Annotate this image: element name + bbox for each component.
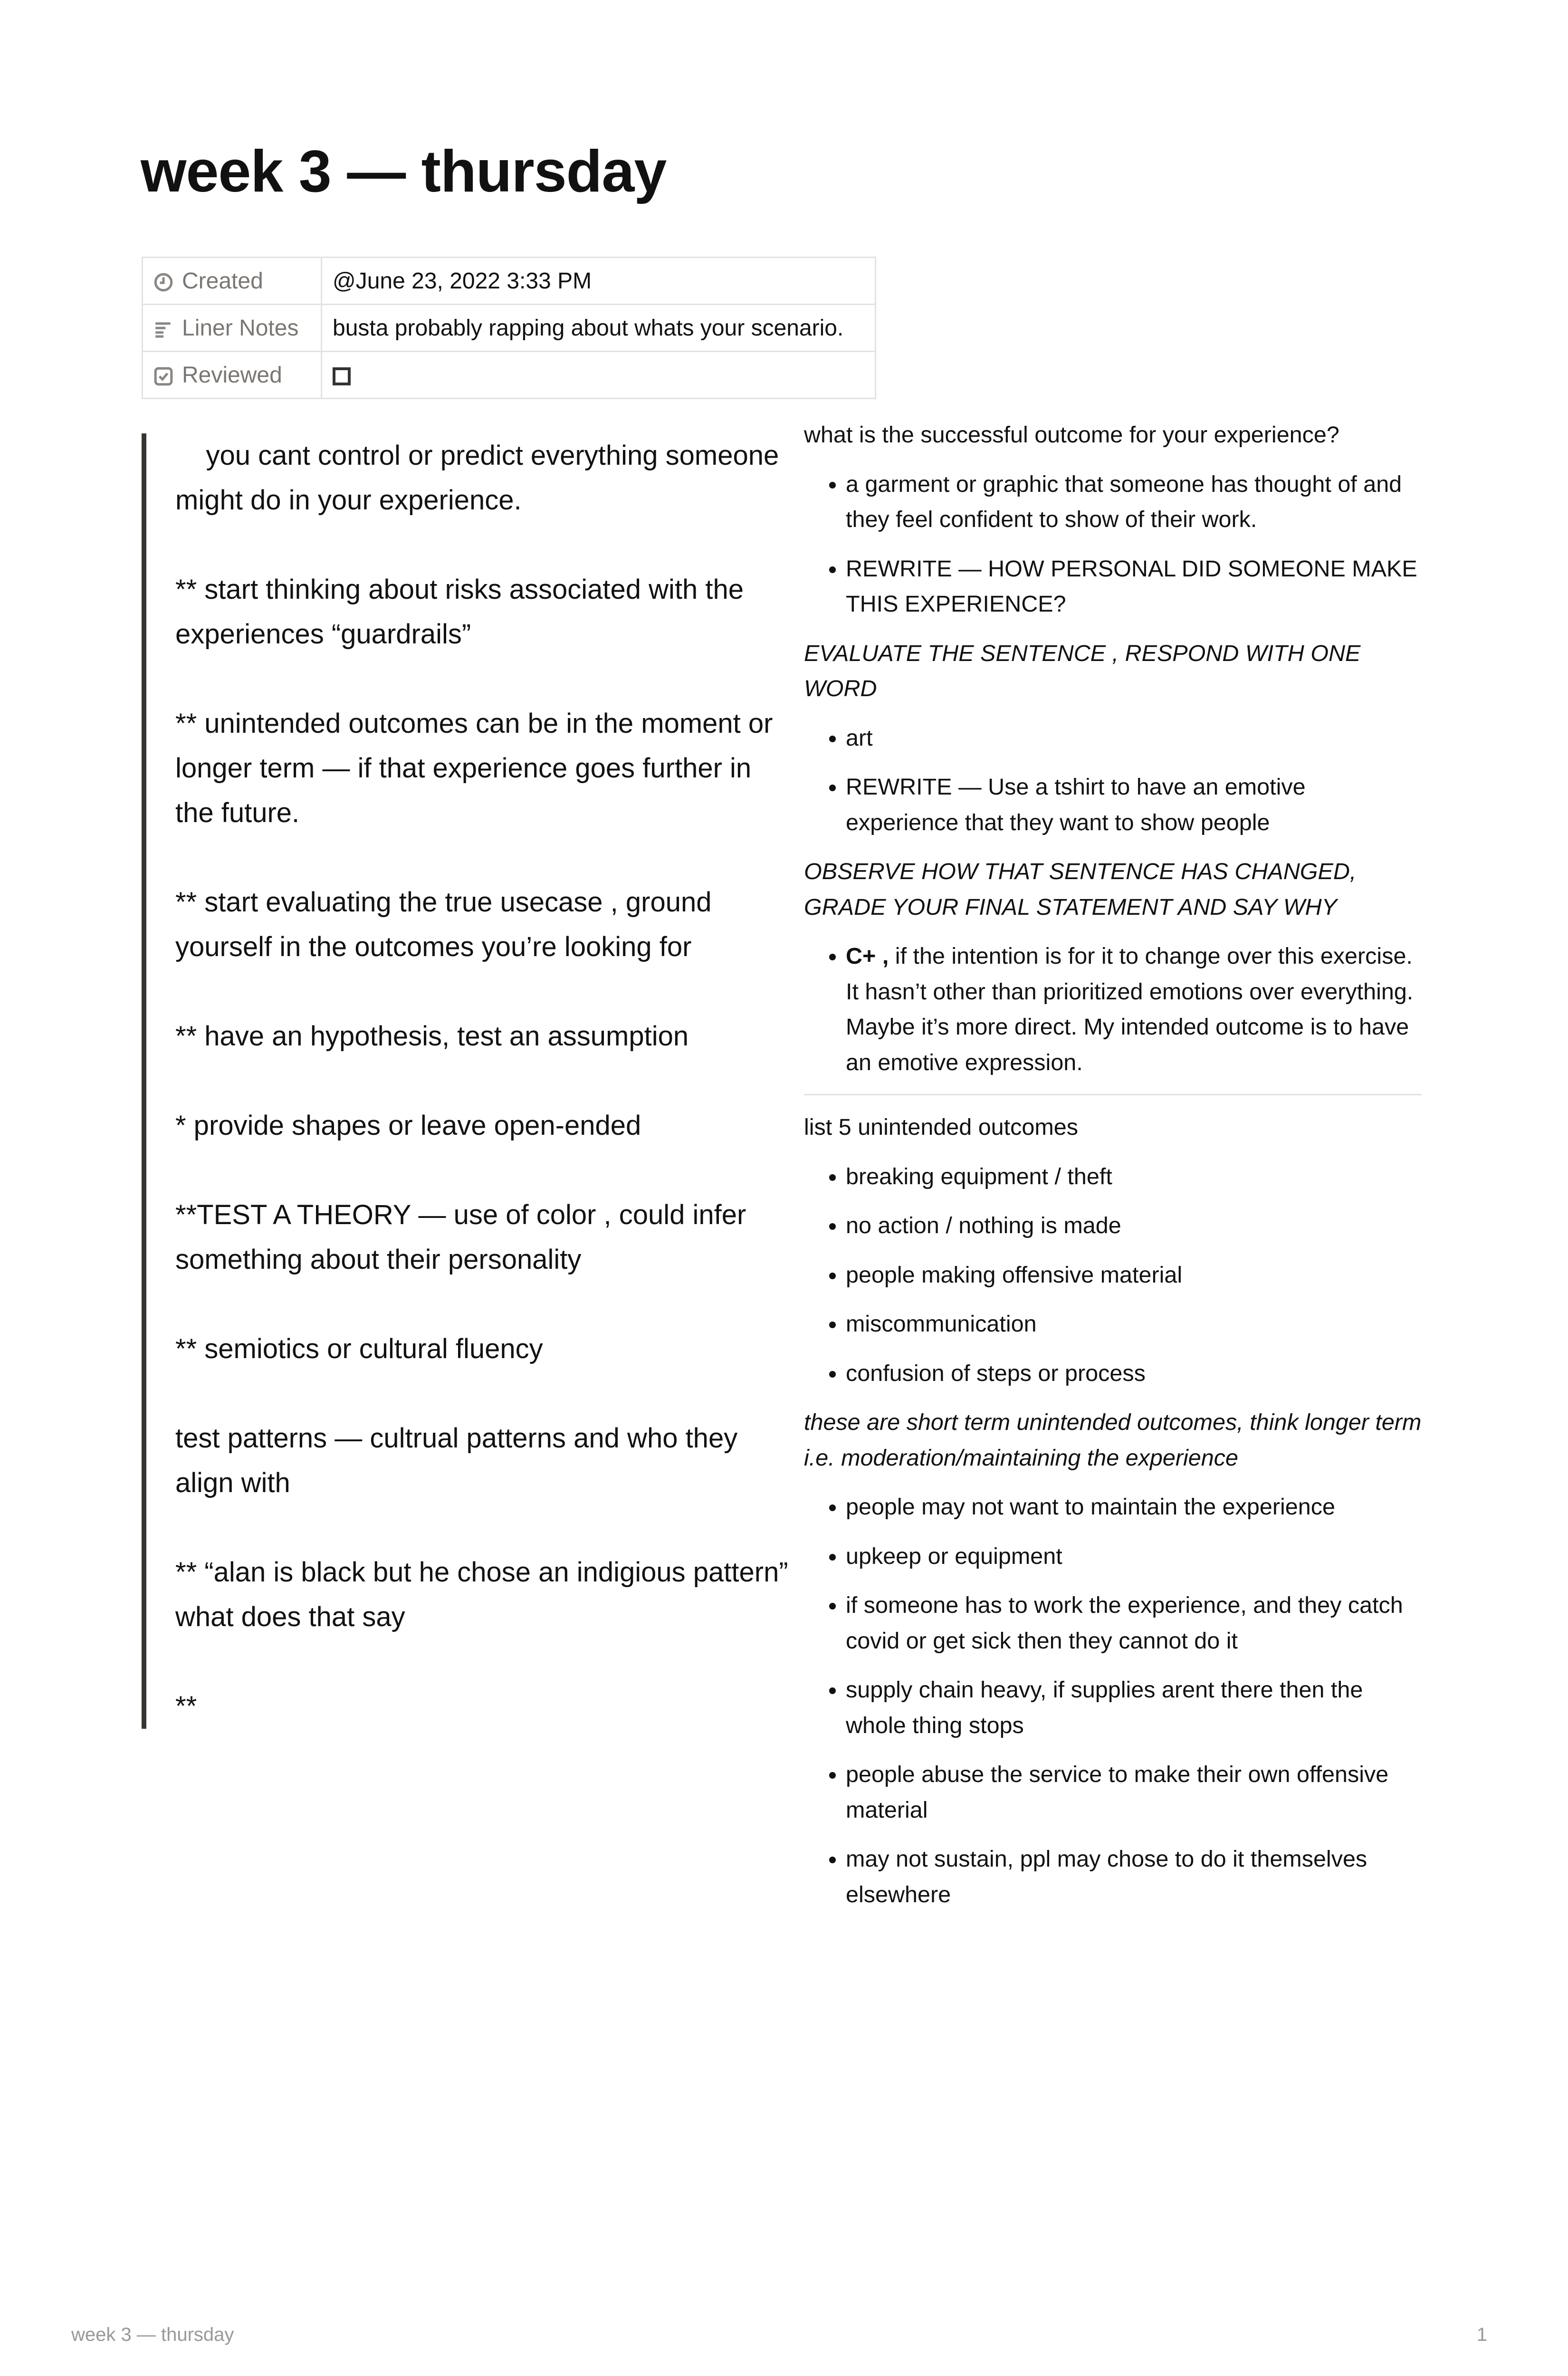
bullet-list	[804, 1159, 1422, 1391]
list-item: • people making offensive material	[846, 1257, 1422, 1293]
footer-page-number: 1	[1476, 2324, 1487, 2345]
bullet-list	[804, 1489, 1422, 1912]
list-item: • breaking equipment / theft	[846, 1159, 1422, 1195]
divider	[804, 1094, 1422, 1095]
quote-paragraph: * provide shapes or leave open-ended	[175, 1110, 641, 1141]
footer-title: week 3 — thursday	[71, 2324, 234, 2345]
property-created	[143, 258, 876, 305]
list-item: • supply chain heavy, if supplies arent there then the whole thing stops	[846, 1672, 1422, 1743]
instruction-evaluate: EVALUATE THE SENTENCE , RESPOND WITH ONE WORD	[804, 640, 1361, 701]
clock-icon	[153, 272, 173, 292]
quote-paragraph: ** start thinking about risks associated with the experiences “guardrails”	[175, 574, 752, 650]
note-longer-term: these are short term unintended outcomes, think longer term i.e. moderation/maintaining the experience	[804, 1409, 1422, 1471]
text-lines-icon	[153, 319, 173, 339]
instruction-observe: OBSERVE HOW THAT SENTENCE HAS CHANGED, GRADE YOUR FINAL STATEMENT AND SAY WHY	[804, 859, 1357, 920]
reviewed-checkbox[interactable]	[333, 367, 351, 385]
reviewed-label: Reviewed	[182, 362, 282, 388]
property-liner-notes	[143, 305, 876, 352]
bullet-list	[804, 467, 1422, 622]
list-item: • upkeep or equipment	[846, 1539, 1422, 1574]
properties-table	[142, 257, 876, 399]
quote-block	[142, 433, 796, 1729]
quote-paragraph: ** unintended outcomes can be in the moment or longer term — if that experience goes further in the future.	[175, 708, 781, 828]
liner-notes-label: Liner Notes	[182, 315, 299, 341]
list-item: • people abuse the service to make their own offensive material	[846, 1757, 1422, 1828]
list-item: • people may not want to maintain the experience	[846, 1489, 1422, 1525]
created-value: @June 23, 2022 3:33 PM	[322, 258, 876, 305]
list-item: • confusion of steps or process	[846, 1356, 1422, 1391]
quote-paragraph: ** semiotics or cultural fluency	[175, 1333, 543, 1364]
list-item-grade	[846, 939, 1422, 1080]
bullet-list	[804, 939, 1422, 1080]
quote-paragraph: you cant control or predict everything someone might do in your experience.	[175, 440, 787, 516]
quote-paragraph: test patterns — cultrual patterns and who they align with	[175, 1423, 746, 1498]
list-item: • a garment or graphic that someone has thought of and they feel confident to show of their work.	[846, 467, 1422, 537]
bullet-list	[804, 720, 1422, 841]
created-label: Created	[182, 268, 263, 294]
list-item: • art	[846, 720, 1422, 756]
list-item: • miscommunication	[846, 1306, 1422, 1342]
quote-paragraph: ** “alan is black but he chose an indigious pattern” what does that say	[175, 1557, 796, 1632]
grade-explanation: if the intention is for it to change over this exercise. It hasn’t other than prioritized emotions over everything. Maybe it’s more direct. My intended outcome is to have an emotive expression.	[846, 943, 1414, 1075]
right-column	[804, 417, 1422, 1926]
quote-paragraph: ** have an hypothesis, test an assumption	[175, 1021, 689, 1052]
list-item: • if someone has to work the experience, and they catch covid or get sick then they cannot do it	[846, 1588, 1422, 1658]
quote-paragraph: ** start evaluating the true usecase , ground yourself in the outcomes you’re looking for	[175, 887, 719, 962]
page-title: week 3 — thursday	[141, 139, 667, 204]
liner-notes-value[interactable]: busta probably rapping about whats your scenario.	[322, 305, 876, 352]
quote-paragraph: **TEST A THEORY — use of color , could infer something about their personality	[175, 1199, 754, 1275]
property-reviewed	[143, 352, 876, 399]
list-item: • no action / nothing is made	[846, 1208, 1422, 1244]
list-item: • REWRITE — Use a tshirt to have an emotive experience that they want to show people	[846, 769, 1422, 840]
checkbox-property-icon	[153, 366, 173, 386]
question-successful-outcome: what is the successful outcome for your experience?	[804, 422, 1339, 448]
list-item: • REWRITE — HOW PERSONAL DID SOMEONE MAKE THIS EXPERIENCE?	[846, 551, 1422, 622]
question-unintended-outcomes: list 5 unintended outcomes	[804, 1114, 1078, 1140]
grade: C+ ,	[846, 943, 889, 969]
list-item: • may not sustain, ppl may chose to do it themselves elsewhere	[846, 1841, 1422, 1912]
quote-paragraph: **	[175, 1691, 197, 1722]
